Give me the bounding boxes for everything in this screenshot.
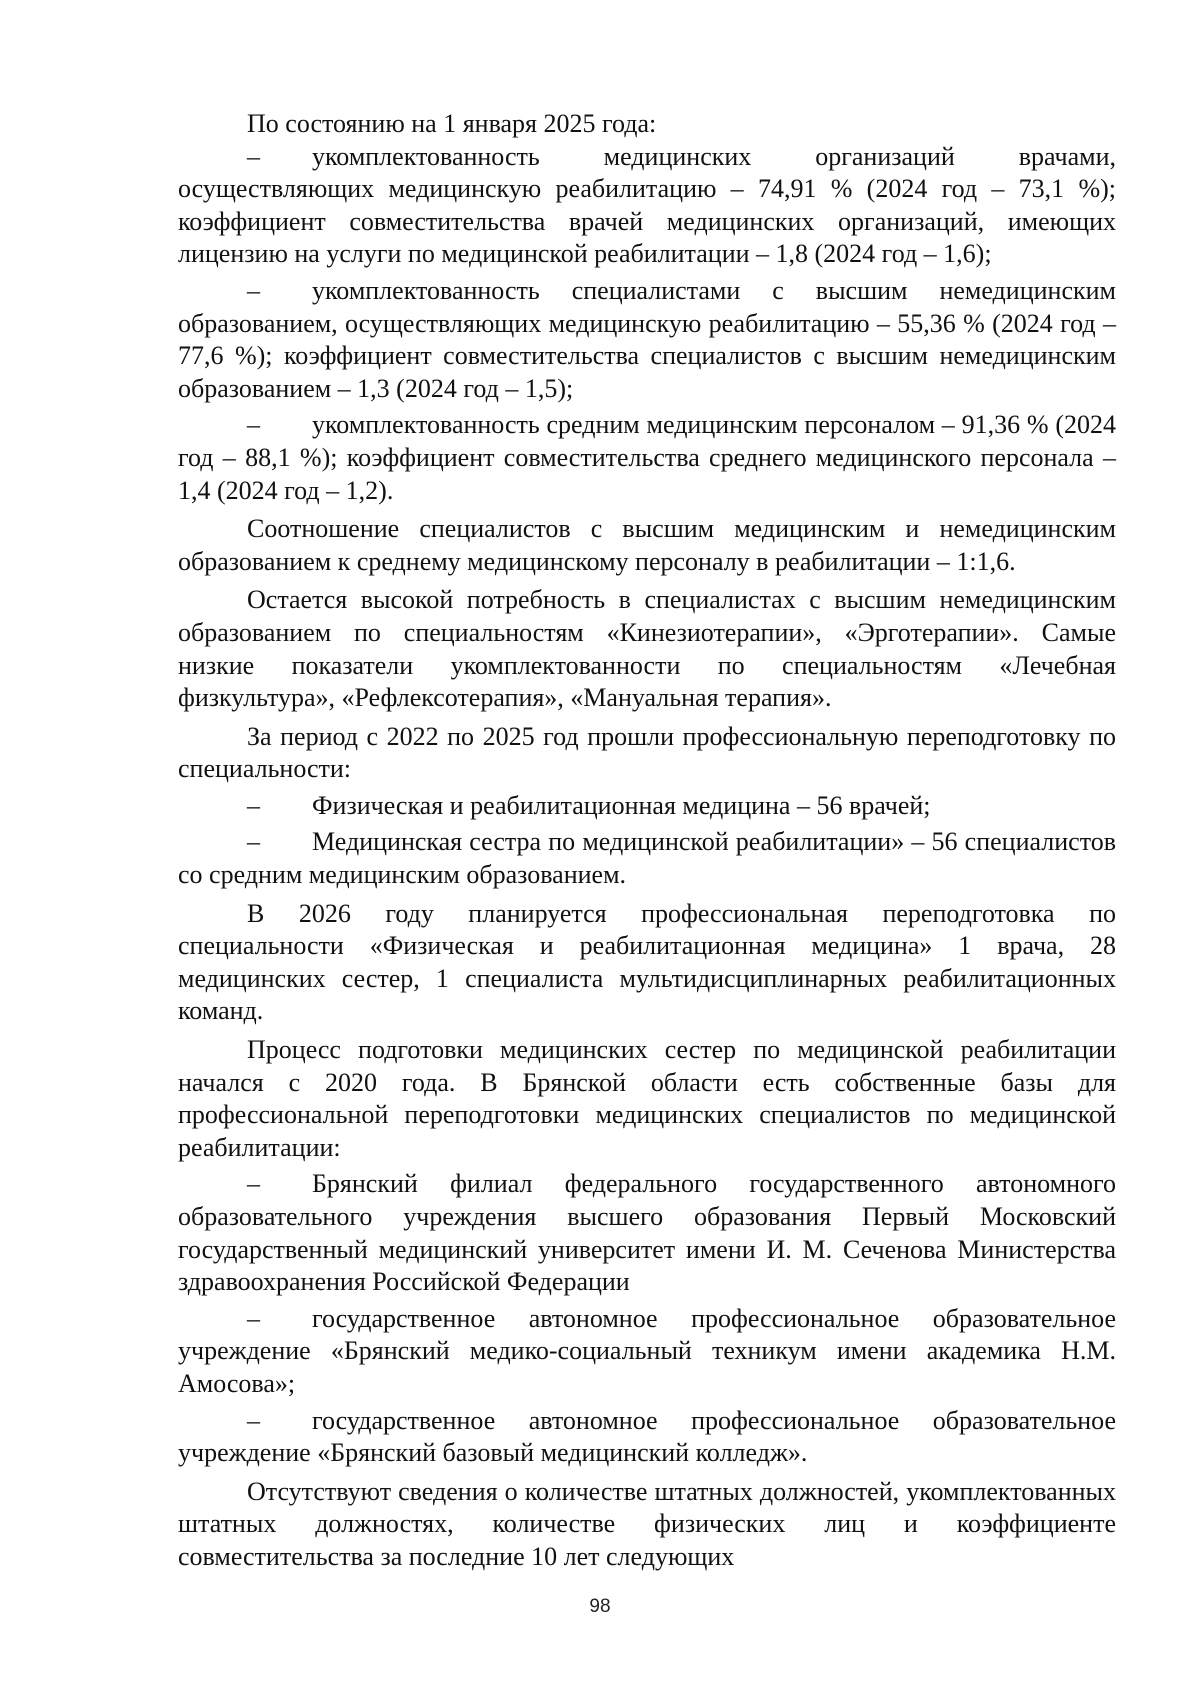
bullet-physicians-retrained: – Физическая и реабилитационная медицина – 56 врачей; (247, 790, 931, 820)
bullet-nursing-staffing: – укомплектованность средним медицинским персоналом – 91,36 % (2024 год – 88,1 %); коэффициент совместительства среднего медицинского персонала – 1,4 (2024 год – 1,2). (178, 410, 1116, 505)
bullet-doctors-staffing: – укомплектованность медицинских организаций врачами, осуществляющих медицинскую реабилитацию – 74,91 % (2024 год – 73,1 %); коэффициент совместительства врачей медицинских организаций, имеющих лицензию на услуги по медицинской реабилитации – 1,8 (2024 год – 1,6); (178, 141, 1116, 269)
paragraph-training-bases: Процесс подготовки медицинских сестер по медицинской реабилитации начался с 2020 года. В Брянской области есть собственные базы для профессиональной переподготовки медицинских специалистов по медицинской реабилитации: (178, 1035, 1116, 1162)
paragraph-ratio: Соотношение специалистов с высшим медицинским и немедицинским образованием к среднему медицинскому персоналу в реабилитации – 1:1,6. (178, 514, 1116, 576)
paragraph-retraining-period: За период с 2022 по 2025 год прошли профессиональную переподготовку по специальности: (178, 721, 1116, 784)
bullet-nurses-retrained: – Медицинская сестра по медицинской реабилитации» – 56 специалистов со средним медицинским образованием. (178, 827, 1116, 890)
bullet-nonmedical-staffing: – укомплектованность специалистами с высшим немедицинским образованием, осуществляющих медицинскую реабилитацию – 55,36 % (2024 год – 77,6 %); коэффициент совместительства специалистов с высшим немедицинским образованием – 1,3 (2024 год – 1,5); (178, 275, 1116, 403)
page-number: 98 (589, 1596, 611, 1617)
paragraph-missing-data: Отсутствуют сведения о количестве штатных должностей, укомплектованных штатных должностях, количестве физических лиц и коэффициенте совместительства за последние 10 лет следующих (178, 1476, 1116, 1571)
paragraph-plan-2026: В 2026 году планируется профессиональная переподготовка по специальности «Физическая и реабилитационная медицина» 1 врача, 28 медицинских сестер, 1 специалиста мультидисциплинарных реабилитационных команд. (178, 898, 1116, 1026)
paragraph-date-intro: По состоянию на 1 января 2025 года: (247, 109, 657, 138)
bullet-amosov-technikum: – государственное автономное профессиональное образовательное учреждение «Брянский медико-социальный техникум имени академика Н.М. Амосова»; (178, 1303, 1116, 1398)
bullet-sechenov-branch: – Брянский филиал федерального государственного автономного образовательного учреждения высшего образования Первый Московский государственный медицинский университет имени И. М. Сеченова Министерства здравоохранения Российской Федерации (178, 1169, 1116, 1297)
body-text (178, 108, 1116, 1574)
bullet-basic-medical-college: – государственное автономное профессиональное образовательное учреждение «Брянский базовый медицинский колледж». (178, 1405, 1116, 1468)
paragraph-demand: Остается высокой потребность в специалистах с высшим немедицинским образованием по специальностям «Кинезиотерапии», «Эрготерапии». Самые низкие показатели укомплектованности по специальностям «Лечебная физкультура», «Рефлексотерапия», «Мануальная терапия». (178, 585, 1116, 713)
